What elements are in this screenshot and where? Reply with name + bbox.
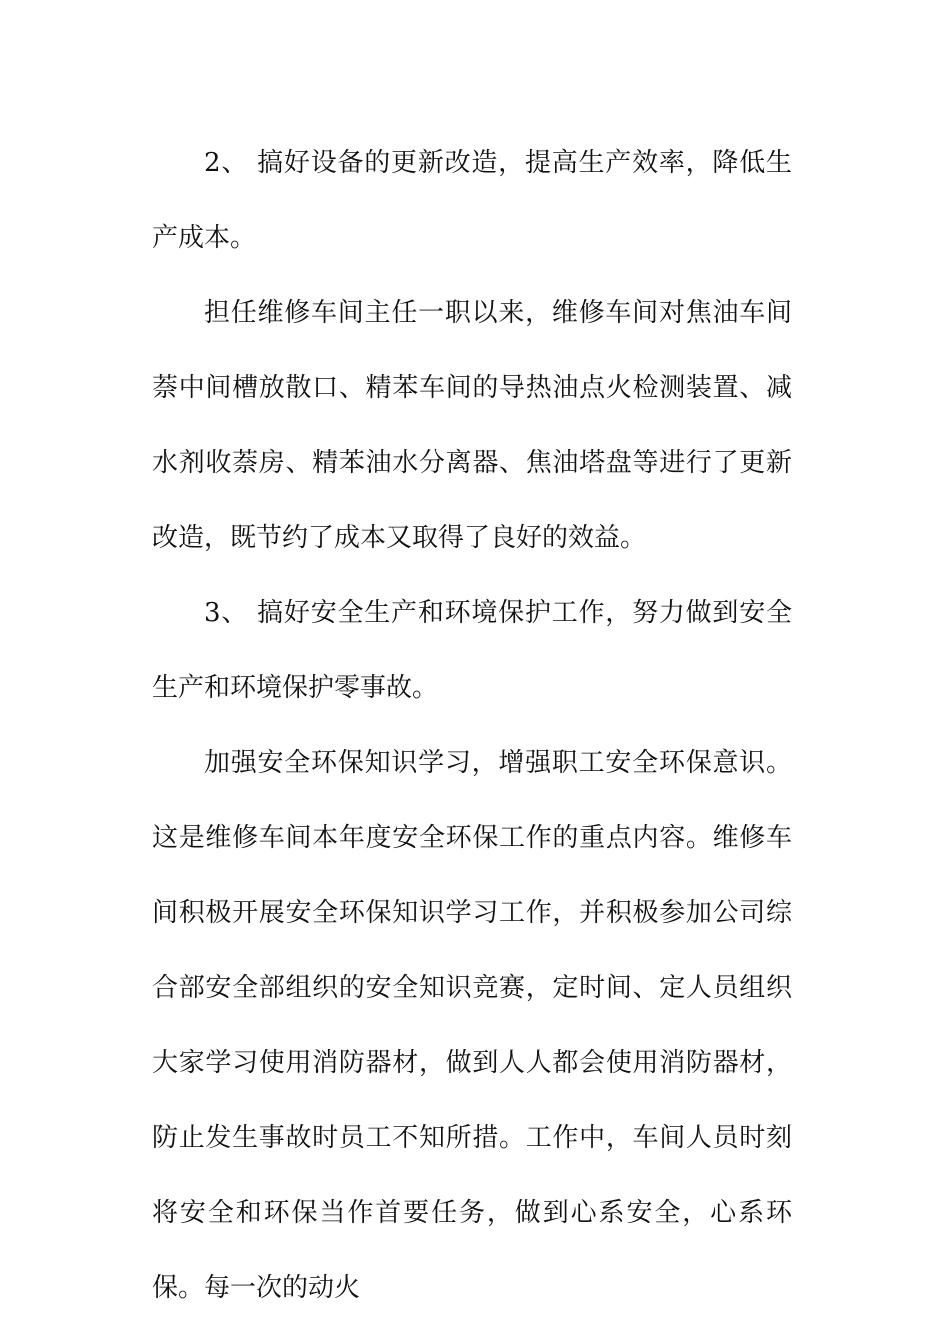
heading-item-2: 2、 搞好设备的更新改造，提高生产效率，降低生产成本。 (152, 148, 792, 253)
document-body (152, 126, 792, 1326)
paragraph-equipment-renovation: 担任维修车间主任一职以来，维修车间对焦油车间萘中间槽放散口、精苯车间的导热油点火检测装置、减水剂收萘房、精苯油水分离器、焦油塔盘等进行了更新改造，既节约了成本又取得了良好的效益。 (152, 298, 792, 553)
paragraph-safety-environment: 加强安全环保知识学习，增强职工安全环保意识。这是维修车间本年度安全环保工作的重点内容。维修车间积极开展安全环保知识学习工作，并积极参加公司综合部安全部组织的安全知识竞赛，定时间、定人员组织大家学习使用消防器材，做到人人都会使用消防器材，防止发生事故时员工不知所措。工作中，车间人员时刻将安全和环保当作首要任务，做到心系安全，心系环保。每一次的动火 (152, 748, 792, 1303)
heading-item-3: 3、 搞好安全生产和环境保护工作，努力做到安全生产和环境保护零事故。 (152, 598, 792, 703)
